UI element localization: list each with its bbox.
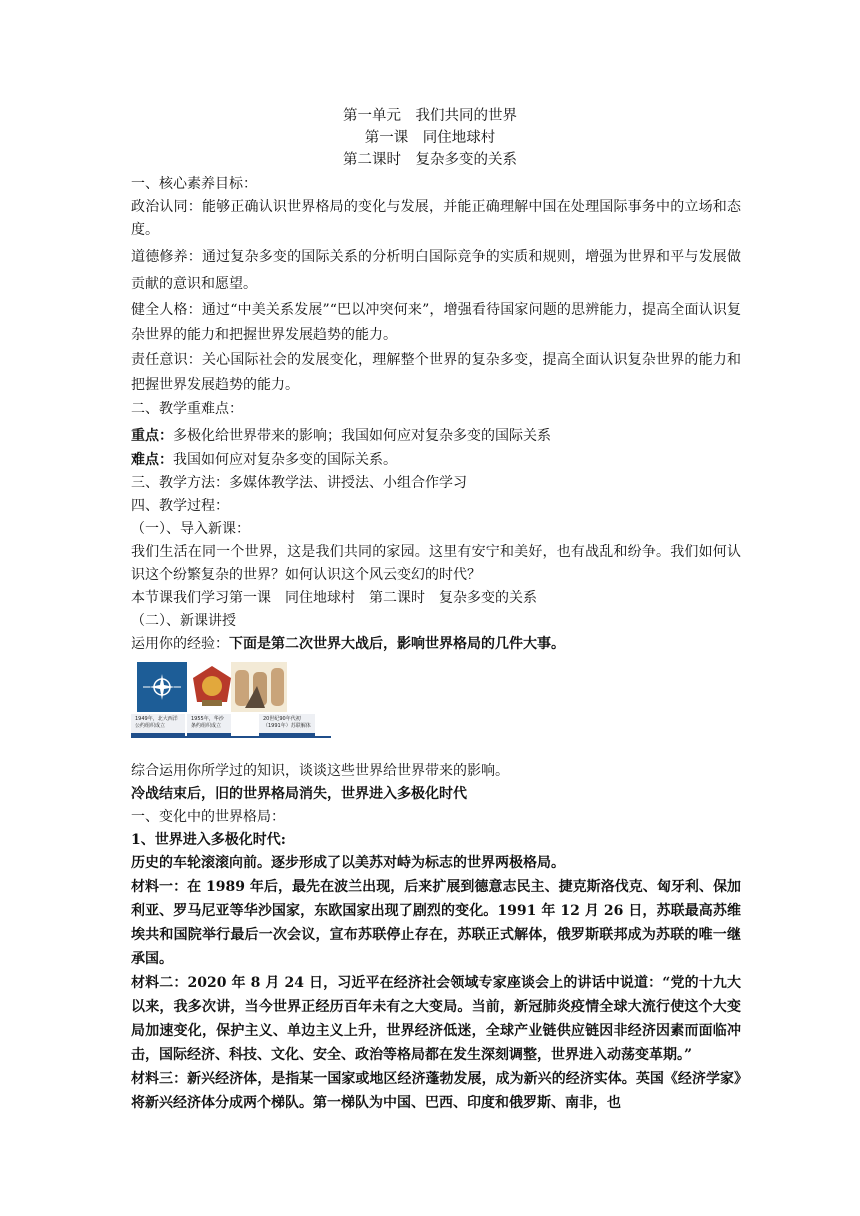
intro-heading: （一）、导入新课： [131, 521, 250, 537]
experience-prefix: 运用你的经验： [131, 636, 229, 652]
objective-responsibility: 责任意识：关心国际社会的发展变化，理解整个世界的复杂多变，提高全面认识复杂世界的能力和把握世界发展趋势的能力。 [131, 352, 741, 393]
section-heading-keypoints: 二、教学重难点： [131, 401, 243, 417]
lesson-line: 本节课我们学习第一课 同住地球村 第二课时 复杂多变的关系 [131, 590, 537, 606]
intro-text: 我们生活在同一个世界，这是我们共同的家园。这里有安宁和美好，也有战乱和纷争。我们如何认识这个纷繁复杂的世界？如何认识这个风云变幻的时代？ [131, 544, 741, 583]
timeline-rule [131, 736, 331, 738]
title-block [0, 105, 860, 171]
caption-warsaw: 1955年，华沙条约组织成立 [187, 714, 231, 736]
cold-war-end: 冷战结束后，旧的世界格局消失，世界进入多极化时代 [131, 786, 467, 802]
caption-ussr: 20世纪90年代初（1991年）苏联解体 [259, 714, 315, 736]
hard-point [131, 449, 741, 472]
section-heading-objectives: 一、核心素养目标： [131, 176, 257, 192]
point-multipolar: 1、世界进入多极化时代: [131, 832, 286, 848]
key-point-text: 多极化给世界带来的影响；我国如何应对复杂多变的国际关系 [173, 428, 551, 444]
subsection-heading: 一、变化中的世界格局： [131, 809, 285, 825]
caption-nato: 1949年，北大西洋公约组织成立 [131, 714, 185, 736]
nato-flag-icon [137, 662, 187, 712]
teaching-methods: 三、教学方法：多媒体教学法、讲授法、小组合作学习 [131, 475, 467, 491]
experience-bold: 下面是第二次世界大战后，影响世界格局的几件大事。 [229, 636, 565, 652]
lesson-title: 第一课 同住地球村 [364, 130, 496, 146]
material-three: 材料三：新兴经济体，是指某一国家或地区经济蓬勃发展，成为新兴的经济实体。英国《经济学家》将新兴经济体分成两个梯队。第一梯队为中国、巴西、印度和俄罗斯、南非，也 [131, 1071, 741, 1111]
unit-title: 第一单元 我们共同的世界 [343, 108, 517, 124]
history-wheel: 历史的车轮滚滚向前。逐步形成了以美苏对峙为标志的世界两极格局。 [131, 855, 565, 871]
objective-personality: 健全人格：通过“中美关系发展”“巴以冲突何来”，增强看待国家问题的思辨能力，提高全面认识复杂世界的能力和把握世界发展趋势的能力。 [131, 302, 741, 343]
berlin-wall-icon [231, 662, 287, 712]
objective-moral: 道德修养：通过复杂多变的国际关系的分析明白国际竞争的实质和规则，增强为世界和平与发展做贡献的意识和愿望。 [131, 249, 741, 292]
warsaw-pact-emblem-icon [187, 662, 237, 712]
document-body [131, 173, 741, 1115]
material-one: 材料一：在 1989 年后，最先在波兰出现，后来扩展到德意志民主、捷克斯洛伐克、匈牙利、保加利亚、罗马尼亚等华沙国家，东欧国家出现了剧烈的变化。1991 年 12 月 26 日，苏联最高苏维埃共和国院举行最后一次会议，宣布苏联停止存在，苏联正式解体，俄罗斯联邦成为苏联的唯一继承国。 [131, 879, 741, 967]
experience-prompt [131, 633, 741, 656]
hard-point-label: 难点： [131, 452, 173, 468]
key-point-label: 重点： [131, 428, 173, 444]
key-point [131, 423, 741, 449]
new-lesson-heading: （二）、新课讲授 [131, 613, 236, 629]
material-two: 材料二：2020 年 8 月 24 日，习近平在经济社会领域专家座谈会上的讲话中说道：“党的十九大以来，我多次讲，当今世界正经历百年未有之大变局。当前，新冠肺炎疫情全球大流行使这个大变局加速变化，保护主义、单边主义上升，世界经济低迷，全球产业链供应链因非经济因素而面临冲击，国际经济、科技、文化、安全、政治等格局都在发生深刻调整，世界进入动荡变革期。” [131, 975, 741, 1063]
timeline-figure [131, 662, 741, 752]
period-title: 第二课时 复杂多变的关系 [343, 152, 517, 168]
section-heading-process: 四、教学过程： [131, 498, 229, 514]
hard-point-text: 我国如何应对复杂多变的国际关系。 [173, 452, 397, 468]
objective-political: 政治认同：能够正确认识世界格局的变化与发展，并能正确理解中国在处理国际事务中的立场和态度。 [131, 199, 741, 238]
discussion-prompt: 综合运用你所学过的知识，谈谈这些世界给世界带来的影响。 [131, 763, 509, 779]
